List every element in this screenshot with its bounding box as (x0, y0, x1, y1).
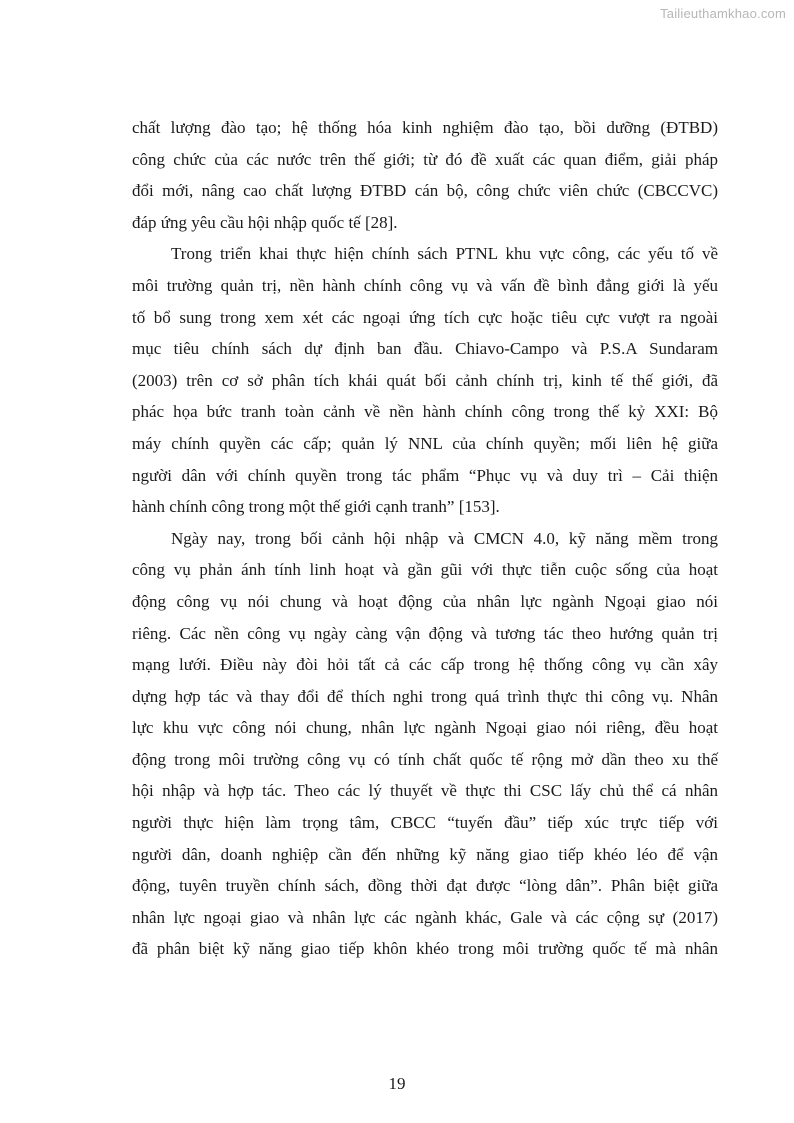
text-line: đã phân biệt kỹ năng giao tiếp khôn khéo trong môi trường quốc tế mà nhân (132, 939, 718, 959)
text-line: người dân với chính quyền trong tác phẩm “Phục vụ và duy trì – Cải thiện (132, 465, 718, 485)
text-line: phác họa bức tranh toàn cảnh về nền hành chính công trong thế kỷ XXI: Bộ (132, 402, 718, 422)
page-number: 19 (388, 1074, 406, 1093)
text-line: đổi mới, nâng cao chất lượng ĐTBD cán bộ, công chức viên chức (CBCCVC) (132, 181, 718, 201)
text-line: (2003) trên cơ sở phân tích khái quát bối cảnh chính trị, kinh tế thế giới, đã (132, 370, 718, 390)
text-line: mục tiêu chính sách dự định ban đầu. Chiavo-Campo và P.S.A Sundaram (132, 339, 718, 359)
text-line: chất lượng đào tạo; hệ thống hóa kinh nghiệm đào tạo, bồi dưỡng (ĐTBD) (132, 118, 718, 137)
text-line: môi trường quản trị, nền hành chính công vụ và vấn đề bình đẳng giới là yếu (132, 275, 718, 295)
text-line: công vụ phản ánh tính linh hoạt và gần gũi với thực tiễn cuộc sống của hoạt (132, 560, 718, 580)
document-body (132, 112, 718, 965)
text-line: công chức của các nước trên thế giới; từ đó đề xuất các quan điểm, giải pháp (132, 149, 718, 169)
text-line: hội nhập và hợp tác. Theo các lý thuyết về thực thi CSC lấy chủ thể cá nhân (132, 781, 718, 801)
text-line: mạng lưới. Điều này đòi hỏi tất cả các cấp trong hệ thống công vụ cần xây (132, 655, 718, 675)
paragraph-first-line: Trong triển khai thực hiện chính sách PTNL khu vực công, các yếu tố về (171, 244, 718, 264)
text-line: riêng. Các nền công vụ ngày càng vận động và tương tác theo hướng quản trị (132, 623, 718, 643)
watermark-text: Tailieuthamkhao.com (660, 6, 786, 21)
text-line: nhân lực ngoại giao và nhân lực các ngành khác, Gale và các cộng sự (2017) (132, 907, 718, 927)
text-line: máy chính quyền các cấp; quản lý NNL của chính quyền; mối liên hệ giữa (132, 433, 718, 453)
text-line: động, tuyên truyền chính sách, đồng thời đạt được “lòng dân”. Phân biệt giữa (132, 876, 718, 896)
text-line: người thực hiện làm trọng tâm, CBCC “tuyến đầu” tiếp xúc trực tiếp với (132, 813, 718, 833)
text-line: tố bổ sung trong xem xét các ngoại ứng tích cực hoặc tiêu cực vượt ra ngoài (132, 307, 718, 327)
text-line: lực khu vực công nói chung, nhân lực ngành Ngoại giao nói riêng, đều hoạt (132, 718, 718, 738)
text-line: hành chính công trong một thế giới cạnh tranh” [153]. (132, 497, 500, 517)
text-line: động công vụ nói chung và hoạt động của nhân lực ngành Ngoại giao nói (132, 591, 718, 611)
text-line: dựng hợp tác và thay đổi để thích nghi trong quá trình thực thi công vụ. Nhân (132, 686, 718, 706)
text-line: người dân, doanh nghiệp cần đến những kỹ năng giao tiếp khéo léo để vận (132, 844, 718, 864)
text-line: động trong môi trường công vụ có tính chất quốc tế rộng mở dần theo xu thế (132, 749, 718, 769)
paragraph-first-line: Ngày nay, trong bối cảnh hội nhập và CMCN 4.0, kỹ năng mềm trong (171, 528, 718, 548)
text-line: đáp ứng yêu cầu hội nhập quốc tế [28]. (132, 212, 398, 232)
